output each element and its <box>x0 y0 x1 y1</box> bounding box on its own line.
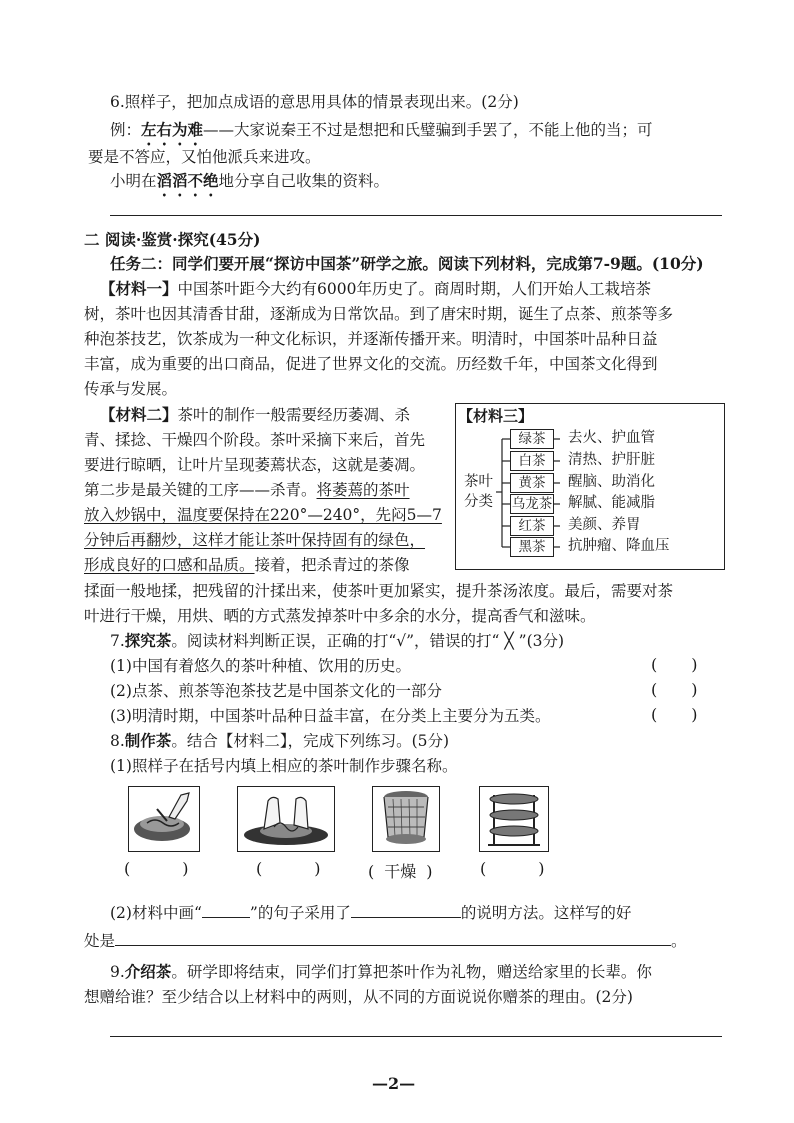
task2-intro: 任务二：同学们要开展“探访中国茶”研学之旅。阅读下列材料，完成第7-9题。(10分) <box>110 254 704 273</box>
tea-dark-desc: 抗肿瘤、降血压 <box>568 538 670 554</box>
q7-answer2[interactable]: ( ) <box>651 680 698 699</box>
step2-blank[interactable]: ( ) <box>256 859 321 878</box>
underline-mark-sample <box>202 900 250 918</box>
tea-yellow: 黄茶 <box>510 473 554 493</box>
material2-line2: 青、揉捻、干燥四个阶段。茶叶采摘下来后，首先 <box>84 431 426 449</box>
q9-answer-line[interactable] <box>110 1036 722 1037</box>
q7-item3: (3)明清时期，中国茶叶品种日益丰富，在分类上主要分为五类。 <box>110 707 551 725</box>
tea-yellow-desc: 醒脑、助消化 <box>568 474 655 490</box>
step1-blank[interactable]: ( ) <box>124 859 189 878</box>
q6-example-line2: 要是不答应，又怕他派兵来进攻。 <box>88 148 321 166</box>
q6-example-prefix: 例： <box>110 121 142 139</box>
q6-title: 6.照样子，把加点成语的意思用具体的情景表现出来。(2分) <box>110 93 519 111</box>
q8-sub2-line1: (2)材料中画“ ”的句子采用了 的说明方法。这样写的好 <box>110 900 631 923</box>
step4-blank[interactable]: ( ) <box>480 859 545 878</box>
material1-label: 【材料一】 <box>100 279 178 298</box>
q6-task-idiom: 滔滔不绝 <box>156 171 219 190</box>
benefit-blank[interactable] <box>115 928 671 946</box>
q8-title: 8.制作茶。结合【材料二】，完成下列练习。(5分) <box>110 731 450 750</box>
q6-example-rest: ——大家说秦王不过是想把和氏璧骗到手罢了，不能上他的当；可 <box>203 121 653 139</box>
q8-sub2-line2: 处是 。 <box>84 928 687 951</box>
material1-line1: 【材料一】中国茶叶距今大约有6000年历史了。商周时期，人们开始人工栽培茶 <box>100 279 651 298</box>
material2-line5: 放入炒锅中，温度要保持在220°—240°，先闷5—7 <box>84 506 442 524</box>
material1-line5: 传承与发展。 <box>84 380 178 398</box>
material2-line6: 分钟后再翻炒，这样才能让茶叶保持固有的绿色， <box>84 531 426 549</box>
material2-line8: 揉面一般地揉，把残留的汁揉出来，使茶叶更加紧实，提升茶汤浓度。最后，需要对茶 <box>84 582 674 600</box>
material1-line3: 种泡茶技艺，饮茶成为一种文化标识，并逐渐传播开来。明清时，中国茶叶品种日益 <box>84 330 658 348</box>
method-blank[interactable] <box>351 900 461 918</box>
q7-item1: (1)中国有着悠久的茶叶种植、饮用的历史。 <box>110 657 411 675</box>
tea-green-desc: 去火、护血管 <box>568 430 655 446</box>
tea-white-desc: 清热、护肝脏 <box>568 452 655 468</box>
material2-line1: 【材料二】茶叶的制作一般需要经历萎凋、杀 <box>100 405 411 424</box>
material2-line3: 要进行晾晒，让叶片呈现萎蔫状态，这就是萎凋。 <box>84 456 426 474</box>
q6-example-line1 <box>110 120 653 149</box>
tiered-rack-image <box>479 786 549 852</box>
section2-title: 二 阅读·鉴赏·探究(45分) <box>84 230 261 249</box>
material3-label: 【材料三】 <box>458 407 534 425</box>
q9-line2: 想赠给谁？至少结合以上材料中的两则，从不同的方面说说你赠茶的理由。(2分) <box>84 988 633 1006</box>
material2-label: 【材料二】 <box>100 405 178 424</box>
pot-stirring-image <box>128 786 200 852</box>
q6-answer-line[interactable] <box>110 215 722 216</box>
q7-item2: (2)点茶、煎茶等泡茶技艺是中国茶文化的一部分 <box>110 682 442 700</box>
material3-box <box>455 403 725 570</box>
q7-title: 7.探究茶。阅读材料判断正误，正确的打“√”，错误的打“ ╳ ”(3分) <box>110 631 565 650</box>
q6-task <box>110 171 389 200</box>
q9-line1: 9.介绍茶。研学即将结束，同学们打算把茶叶作为礼物，赠送给家里的长辈。你 <box>110 962 652 981</box>
tea-root-label: 茶叶 分类 <box>464 474 493 510</box>
tea-oolong-desc: 解腻、能减脂 <box>568 495 655 511</box>
tea-dark: 黑茶 <box>510 537 554 557</box>
q7-answer3[interactable]: ( ) <box>651 705 698 724</box>
tea-green: 绿茶 <box>510 429 554 449</box>
hands-rolling-image <box>237 786 335 852</box>
q6-example-idiom: 左右为难 <box>141 120 204 139</box>
tea-black: 红茶 <box>510 516 554 536</box>
q7-answer1[interactable]: ( ) <box>651 655 698 674</box>
underlined-sentence-part1: 将萎蔫的茶叶 <box>316 481 410 499</box>
tea-black-desc: 美颜、养胃 <box>568 517 641 533</box>
material1-line2: 树，茶叶也因其清香甘甜，逐渐成为日常饮品。到了唐宋时期，诞生了点茶、煎茶等多 <box>84 305 674 323</box>
material2-line7: 形成良好的口感和品质。接着，把杀青过的茶像 <box>84 556 410 574</box>
drying-basket-image <box>372 786 440 852</box>
material1-line4: 丰富，成为重要的出口商品，促进了世界文化的交流。历经数千年，中国茶文化得到 <box>84 355 658 373</box>
step3-blank[interactable]: ( 干燥 ) <box>368 862 433 881</box>
q8-sub1: (1)照样子在括号内填上相应的茶叶制作步骤名称。 <box>110 757 458 775</box>
material2-line9: 叶进行干燥，用烘、晒的方式蒸发掉茶叶中多余的水分，提高香气和滋味。 <box>84 607 596 625</box>
tea-oolong: 乌龙茶 <box>511 496 553 512</box>
material2-line4: 第二步是最关键的工序——杀青。将萎蔫的茶叶 <box>84 481 410 499</box>
q6-task-suffix: 地分享自己收集的资料。 <box>218 172 390 190</box>
page-number: —2— <box>372 1074 416 1093</box>
tea-white: 白茶 <box>510 451 554 471</box>
q6-task-prefix: 小明在 <box>110 172 157 190</box>
